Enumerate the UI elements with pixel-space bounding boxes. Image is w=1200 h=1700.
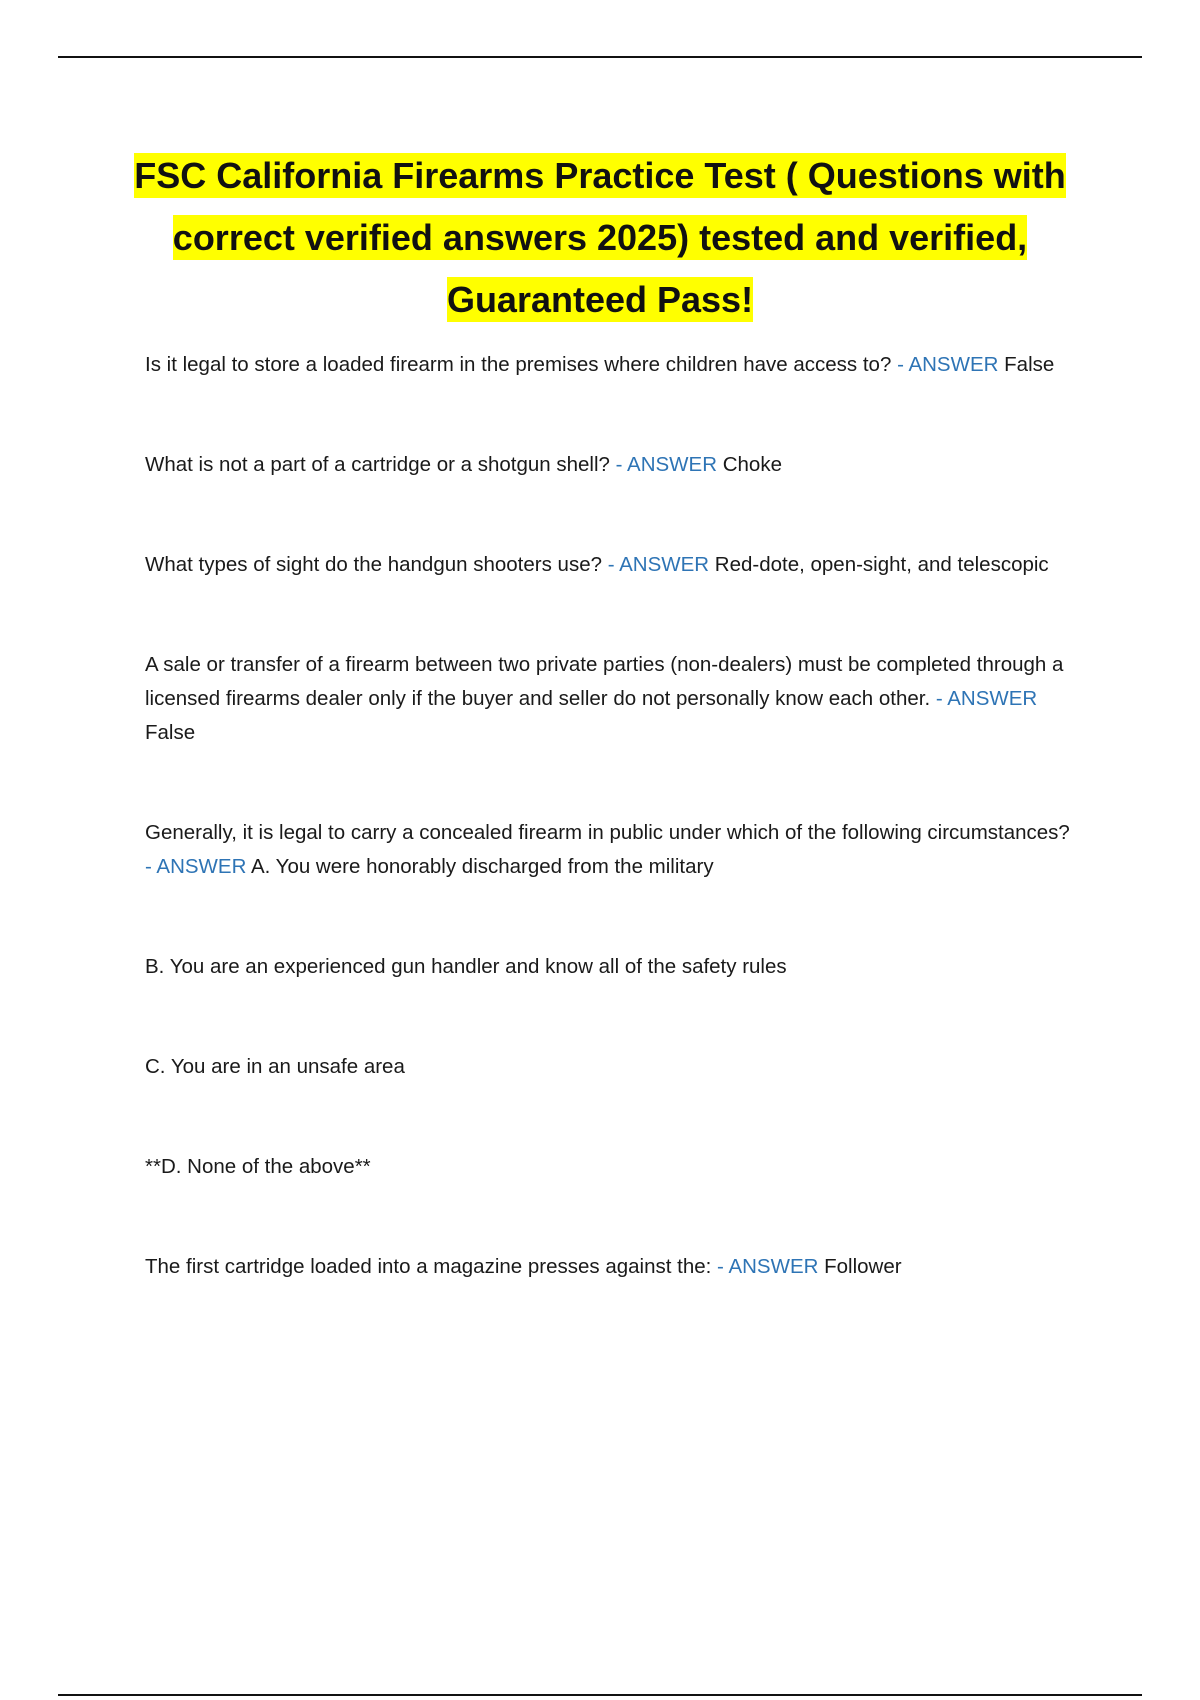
option-c: C. You are in an unsafe area [145, 1055, 405, 1078]
bottom-rule [58, 1694, 1142, 1696]
qa-item [145, 548, 1075, 582]
qa-item [145, 348, 1075, 382]
option-b: B. You are an experienced gun handler and know all of the safety rules [145, 955, 787, 978]
answer-text: Choke [722, 453, 782, 476]
answer-text: A. You were honorably discharged from the military [250, 855, 714, 878]
answer-marker: - ANSWER [607, 553, 710, 576]
answer-marker: - ANSWER [935, 687, 1038, 710]
answer-text: Red-dote, open-sight, and telescopic [714, 553, 1049, 576]
answer-text: Follower [824, 1255, 902, 1278]
question-text: A sale or transfer of a firearm between two private parties (non-dealers) must be completed through a licensed firearms dealer only if the buyer and seller do not personally know each other. [145, 653, 1064, 710]
question-text: What is not a part of a cartridge or a shotgun shell? [145, 453, 610, 476]
answer-text: False [1004, 353, 1055, 376]
answer-marker: - ANSWER [615, 453, 718, 476]
answer-text: False [145, 721, 196, 744]
answer-marker: - ANSWER [717, 1255, 819, 1278]
question-text: Is it legal to store a loaded firearm in the premises where children have access to? [145, 353, 892, 376]
top-rule [58, 56, 1142, 58]
title-highlight: FSC California Firearms Practice Test ( Questions with correct verified answers 2025) tested and verified, Guaranteed Pass! [134, 155, 1066, 320]
question-text: What types of sight do the handgun shooters use? [145, 553, 602, 576]
qa-list [145, 348, 1075, 1284]
question-text: Generally, it is legal to carry a concealed firearm in public under which of the following circumstances? [145, 821, 1070, 844]
question-text: The first cartridge loaded into a magazine presses against the: [145, 1255, 712, 1278]
qa-item [145, 816, 1075, 884]
option-d: **D. None of the above** [145, 1155, 371, 1178]
qa-item [145, 448, 1075, 482]
qa-item [145, 648, 1075, 750]
qa-item [145, 1250, 1075, 1284]
answer-marker: - ANSWER [897, 353, 999, 376]
document-title [130, 145, 1070, 331]
answer-marker: - ANSWER [145, 855, 247, 878]
